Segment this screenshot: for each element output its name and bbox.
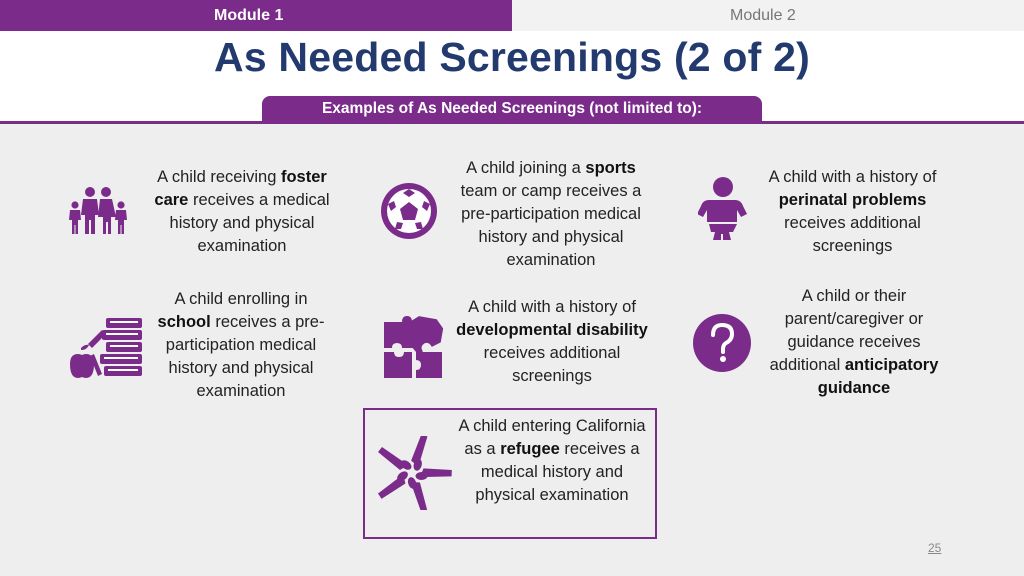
baby-icon xyxy=(698,176,748,247)
page-number[interactable]: 25 xyxy=(928,541,942,555)
books-apple-icon xyxy=(66,314,150,385)
tab-module-2[interactable]: Module 2 xyxy=(512,0,1024,31)
page-title: As Needed Screenings (2 of 2) xyxy=(214,34,810,80)
header-divider xyxy=(0,121,1024,124)
perinatal-text: A child with a history of perinatal problems receives additional screenings xyxy=(768,168,937,255)
puzzle-icon xyxy=(382,316,444,383)
tab-module-1[interactable]: Module 1 xyxy=(0,0,512,31)
sports-text: A child joining a sports team or camp receives a pre-participation medical history and physical examination xyxy=(460,159,642,269)
developmental-text: A child with a history of developmental disability receives additional screenings xyxy=(456,298,648,385)
subtitle-banner: Examples of As Needed Screenings (not limited to): xyxy=(262,96,762,122)
question-icon xyxy=(692,313,752,378)
module-tabs xyxy=(0,0,1024,31)
hands-circle-icon xyxy=(372,436,452,515)
family-icon xyxy=(66,186,130,239)
guidance-text: A child or their parent/caregiver or guidance receives additional anticipatory guidance xyxy=(769,287,939,397)
soccer-ball-icon xyxy=(380,182,438,245)
refugee-text: A child entering California as a refugee receives a medical history and physical examination xyxy=(458,417,646,504)
school-text: A child enrolling in school receives a pre-participation medical history and physical examination xyxy=(157,290,325,400)
header xyxy=(0,31,1024,122)
foster-care-text: A child receiving foster care receives a medical history and physical examination xyxy=(154,168,330,255)
